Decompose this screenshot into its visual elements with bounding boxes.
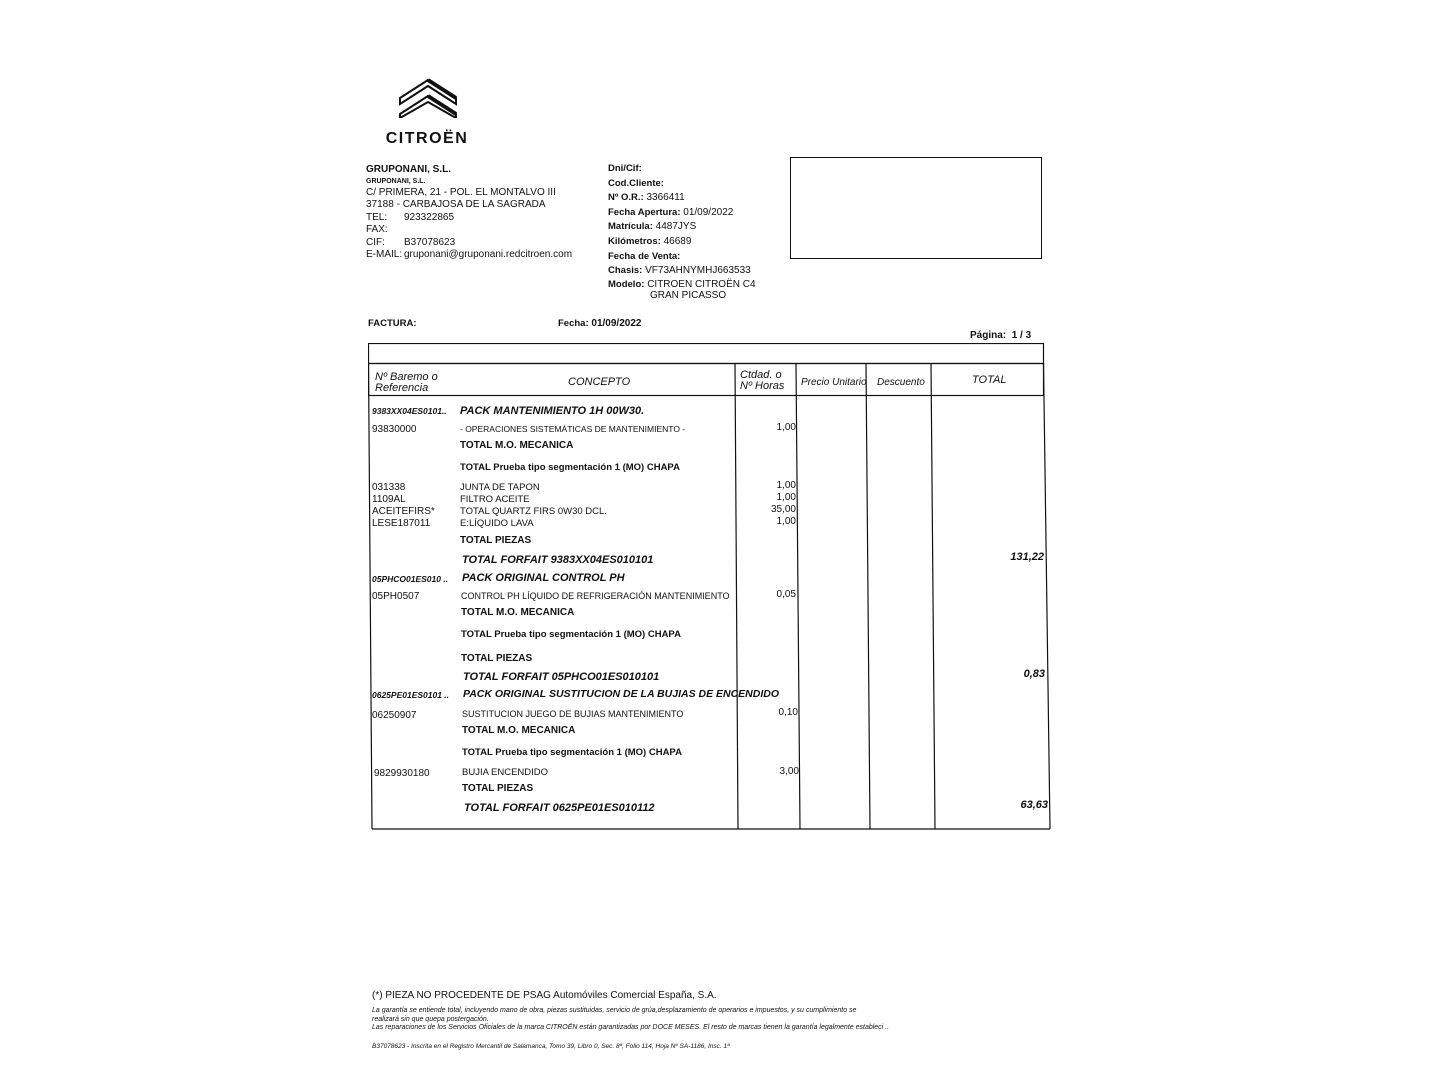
pack1-forfait-total: 131,22 [1010, 551, 1044, 563]
registry-text: B37078623 - Inscrita en el Registro Mercantil de Salamanca, Tomo 39, Libro 0, Sec. 8ª, Folio 114, Hoja Nº SA-1186, Insc. 1ª [372, 1042, 730, 1050]
pack1-ref: 9383XX04ES0101.. [372, 406, 447, 416]
company-name: GRUPONANI, S.L. [366, 164, 452, 175]
pack1-part3-ref: ACEITEFIRS* [372, 506, 435, 517]
pack1-line1-qty: 1,00 [776, 422, 796, 433]
header-precio: Precio Unitario [801, 377, 867, 388]
tel-value: 923322865 [404, 211, 455, 223]
pack1-part3-qty: 35,00 [770, 504, 796, 515]
pack3-chapa-total: TOTAL Prueba tipo segmentación 1 (MO) CHAPA [462, 747, 682, 758]
pack3-part1-desc: BUJIA ENCENDIDO [462, 767, 549, 778]
pack3-line1-ref: 06250907 [372, 710, 417, 721]
company-address-1: C/ PRIMERA, 21 - POL. EL MONTALVO III [366, 186, 556, 198]
fecha-label: Fecha: [558, 318, 589, 329]
pack2-line1-qty: 0,05 [776, 589, 796, 600]
warranty-line-3: Las reparaciones de los Servicios Oficiales de la marca CITROËN están garantizadas por DOCE MESES. El resto de marcas tienen la garantía legalmente estableci .. [372, 1024, 890, 1031]
header-qty-line2: Nº Horas [740, 380, 785, 392]
footer-note: (*) PIEZA NO PROCEDENTE DE PSAG Automóviles Comercial España, S.A. [372, 990, 717, 1001]
page-number [970, 330, 1031, 341]
warranty-text [372, 1007, 972, 1033]
company-info [366, 164, 572, 262]
pack3-title: PACK ORIGINAL SUSTITUCION DE LA BUJIAS DE ENCENDIDO [463, 688, 779, 700]
pack2-mo-total: TOTAL M.O. MECANICA [461, 607, 575, 618]
header-qty-line1: Ctdad. o [740, 369, 782, 381]
pack2-forfait-total: 0,83 [1023, 668, 1045, 680]
pack2-line1-desc: CONTROL PH LÍQUIDO DE REFRIGERACIÓN MANTENIMIENTO [461, 591, 730, 601]
brand-name: CITROËN [385, 130, 469, 147]
pack1-parts-total: TOTAL PIEZAS [460, 535, 532, 546]
pack3-ref: 0625PE01ES0101 .. [372, 690, 450, 700]
venta-label: Fecha de Venta: [608, 250, 681, 262]
header-ref-line2: Referencia [375, 382, 429, 394]
or-label: Nº O.R.: [608, 192, 644, 204]
modelo-label: Modelo: [608, 278, 645, 290]
header-descuento: Descuento [877, 377, 925, 388]
matricula-value: 4487JYS [655, 221, 697, 233]
pack1-title: PACK MANTENIMIENTO 1H 00W30. [460, 405, 645, 417]
pack1-part2-desc: FILTRO ACEITE [460, 494, 530, 505]
pack1-part4-qty: 1,00 [776, 516, 796, 527]
or-value: 3366411 [646, 192, 685, 204]
chasis-value: VF73AHNYMHJ663533 [645, 265, 751, 277]
warranty-line-1: La garantía se entiende total, incluyendo mano de obra, piezas sustituidas, servicio de grúa,desplazamiento de operarios e impuestos, y su cumplimiento se [372, 1007, 857, 1014]
pack3-part1-qty: 3,00 [779, 766, 799, 777]
pack1-chapa-total: TOTAL Prueba tipo segmentación 1 (MO) CHAPA [460, 462, 680, 473]
apertura-value: 01/09/2022 [683, 206, 734, 218]
tel-label: TEL: [366, 211, 388, 223]
header-ref [375, 372, 438, 394]
pagina-value: 1 / 3 [1011, 330, 1032, 341]
invoice-date [558, 318, 641, 329]
factura-label: FACTURA: [368, 318, 417, 329]
pagina-label: Página: [970, 330, 1007, 341]
pack1-part1-ref: 031338 [372, 482, 406, 493]
pack1-part4-desc: E:LÍQUIDO LAVA [460, 518, 534, 529]
header-qty [740, 370, 784, 392]
pack2-title: PACK ORIGINAL CONTROL PH [462, 572, 625, 584]
km-value: 46689 [663, 235, 692, 247]
pack1-line1-ref: 93830000 [372, 424, 417, 435]
pack1-part1-qty: 1,00 [776, 480, 796, 491]
pack2-chapa-total: TOTAL Prueba tipo segmentación 1 (MO) CHAPA [461, 629, 681, 640]
pack1-part4-ref: LESE187011 [372, 518, 431, 529]
citroen-chevrons-icon [396, 72, 460, 118]
pack3-parts-total: TOTAL PIEZAS [462, 783, 534, 794]
company-address-2: 37188 - CARBAJOSA DE LA SAGRADA [366, 199, 546, 210]
pack1-part2-ref: 1109AL [372, 494, 406, 505]
citroen-logo [366, 72, 488, 152]
vehicle-info [608, 162, 756, 301]
pack3-forfait-total: 63,63 [1020, 799, 1048, 811]
email-value: gruponani@gruponani.redcitroen.com [404, 249, 573, 260]
company-name-small: GRUPONANI, S.L. [366, 177, 426, 185]
modelo-value-1: CITROEN CITROËN C4 [647, 278, 756, 290]
pack1-mo-total: TOTAL M.O. MECANICA [460, 440, 574, 451]
pack1-line1-desc: - OPERACIONES SISTEMÁTICAS DE MANTENIMIENTO - [460, 424, 686, 434]
header-ref-line1: Nº Baremo o [375, 371, 438, 383]
apertura-label: Fecha Apertura: [608, 206, 681, 218]
pack1-part2-qty: 1,00 [776, 492, 796, 503]
cif-value: B37078623 [404, 236, 456, 248]
modelo-value-2: GRAN PICASSO [650, 289, 727, 301]
km-label: Kilómetros: [608, 235, 661, 247]
cif-label: CIF: [366, 236, 385, 248]
pack1-part3-desc: TOTAL QUARTZ FIRS 0W30 DCL. [460, 506, 607, 517]
pack2-parts-total: TOTAL PIEZAS [461, 653, 533, 664]
email-label: E-MAIL: [366, 249, 403, 260]
cliente-label: Cod.Cliente: [608, 177, 664, 189]
pack3-line1-qty: 0,10 [778, 707, 798, 718]
pack3-forfait: TOTAL FORFAIT 0625PE01ES010112 [464, 802, 655, 814]
chasis-label: Chasis: [608, 265, 643, 277]
pack1-part1-desc: JUNTA DE TAPON [460, 482, 540, 493]
fax-label: FAX: [366, 224, 388, 235]
dni-label: Dni/Cif: [608, 163, 642, 174]
pack1-forfait: TOTAL FORFAIT 9383XX04ES010101 [462, 554, 654, 566]
pack3-part1-ref: 9829930180 [374, 768, 430, 779]
header-total: TOTAL [972, 374, 1007, 386]
fecha-value: 01/09/2022 [591, 318, 642, 329]
header-concepto: CONCEPTO [568, 376, 631, 388]
pack2-ref: 05PHCO01ES010 .. [372, 574, 449, 584]
pack2-forfait: TOTAL FORFAIT 05PHCO01ES010101 [463, 671, 660, 683]
warranty-line-2: realizará sin que quepa postergación. [372, 1015, 489, 1023]
address-box [790, 157, 1042, 259]
pack2-line1-ref: 05PH0507 [372, 591, 420, 602]
matricula-label: Matrícula: [608, 221, 653, 233]
footer [372, 990, 972, 1050]
pack3-line1-desc: SUSTITUCION JUEGO DE BUJIAS MANTENIMIENTO [462, 709, 684, 719]
pack3-mo-total: TOTAL M.O. MECANICA [462, 725, 576, 736]
